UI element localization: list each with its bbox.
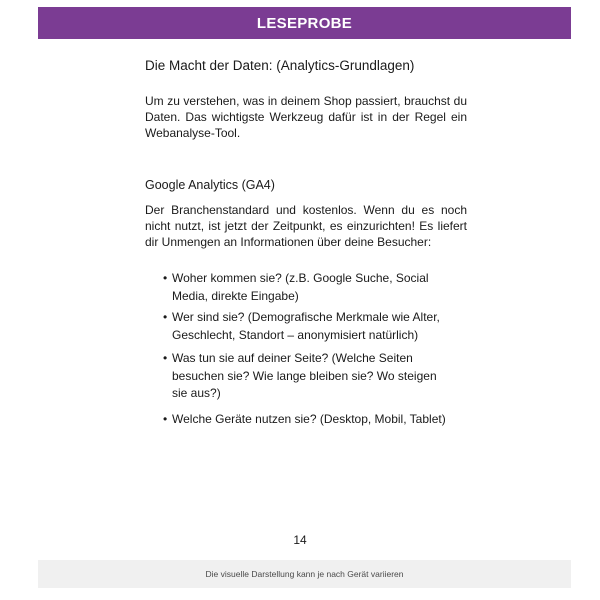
banner-title: LESEPROBE bbox=[256, 14, 353, 32]
bullet-icon: • bbox=[163, 271, 168, 285]
subsection-heading: Google Analytics (GA4) bbox=[145, 178, 275, 192]
list-item bbox=[163, 270, 453, 305]
list-item-text: Was tun sie auf deiner Seite? (Welche Seiten besuchen sie? Wie lange bleiben sie? Wo steigen sie aus?) bbox=[172, 351, 437, 400]
list-item bbox=[163, 350, 453, 403]
subsection-paragraph: Der Branchenstandard und kostenlos. Wenn du es noch nicht nutzt, ist jetzt der Zeitpunkt, es einzurichten! Es liefert dir Unmengen an Informationen über deine Besucher: bbox=[145, 203, 467, 249]
page-number: 14 bbox=[293, 533, 307, 547]
bullet-icon: • bbox=[163, 411, 168, 426]
page-content bbox=[145, 56, 467, 432]
bullet-icon: • bbox=[163, 351, 168, 365]
bullet-icon: • bbox=[163, 310, 168, 324]
section-heading: Die Macht der Daten: (Analytics-Grundlagen) bbox=[145, 58, 415, 73]
list-item-text: Woher kommen sie? (z.B. Google Suche, Social Media, direkte Eingabe) bbox=[172, 271, 429, 303]
list-item bbox=[163, 411, 453, 429]
preview-banner bbox=[38, 7, 571, 39]
list-item-text: Welche Geräte nutzen sie? (Desktop, Mobil, Tablet) bbox=[172, 411, 446, 426]
list-item bbox=[163, 309, 453, 344]
footer-note: Die visuelle Darstellung kann je nach Gerät variieren bbox=[205, 569, 404, 579]
footer-bar bbox=[38, 560, 571, 588]
intro-paragraph: Um zu verstehen, was in deinem Shop passiert, brauchst du Daten. Das wichtigste Werkzeug dafür ist in der Regel ein Webanalyse-Tool. bbox=[145, 94, 467, 140]
bullet-list bbox=[163, 270, 453, 428]
list-item-text: Wer sind sie? (Demografische Merkmale wie Alter, Geschlecht, Standort – anonymisiert natürlich) bbox=[172, 310, 440, 342]
